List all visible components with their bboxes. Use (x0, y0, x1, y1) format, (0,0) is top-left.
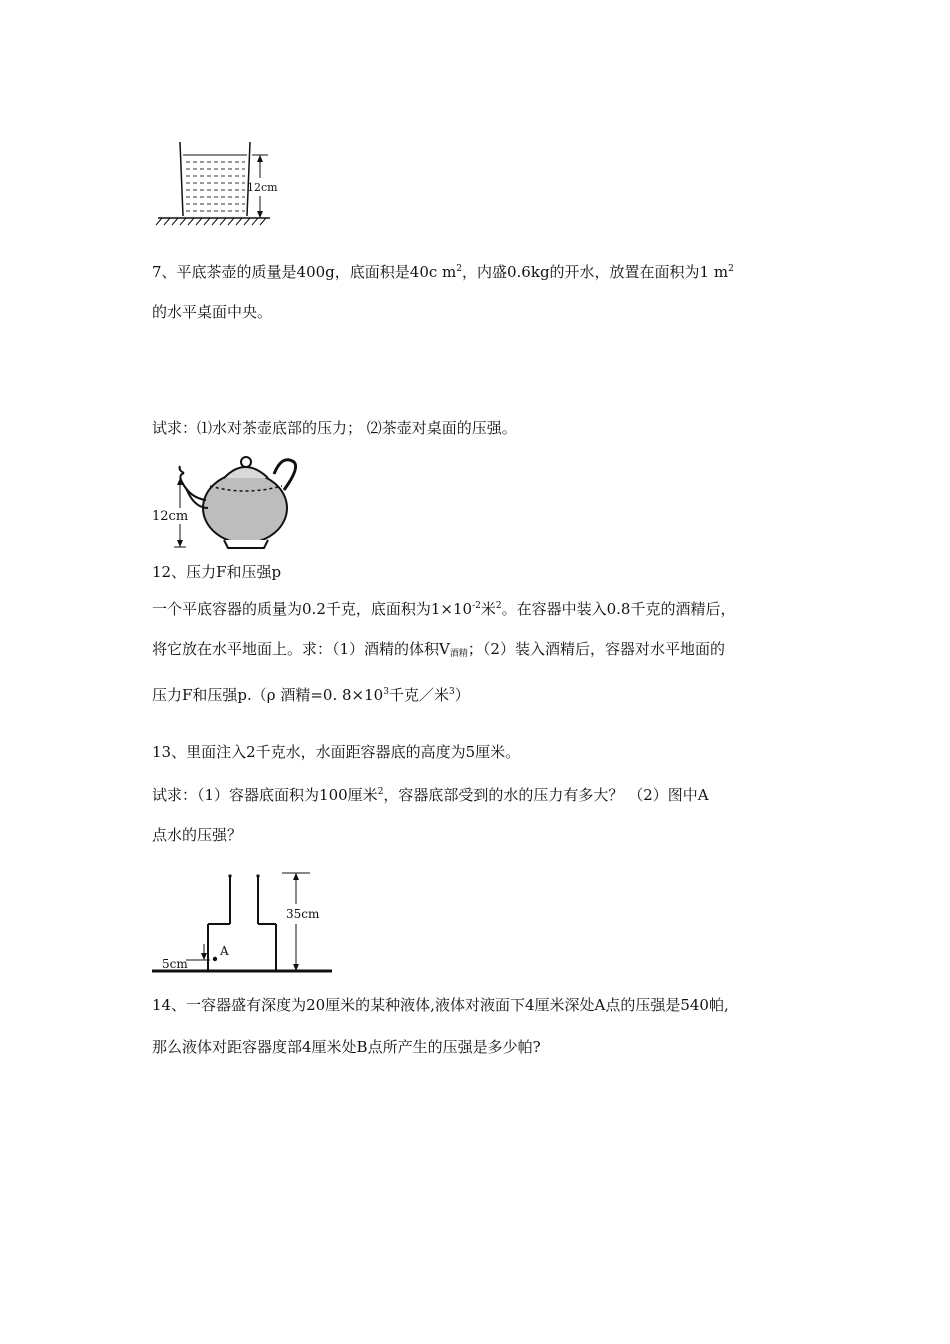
teapot-height-label: 12cm (152, 509, 189, 524)
vessel-figure (150, 868, 340, 980)
q13-line2: 试求：（1）容器底面积为100厘米$^2$，容器底部受到的水的压力有多大？ （2）图中A (152, 786, 709, 804)
q13-line3: 点水的压强？ (152, 826, 243, 844)
q12-line1: 一个平底容器的质量为0.2千克，底面积为$1\times 10^{-2}$米$^2$。在容器中装入0.8千克的酒精后， (152, 600, 736, 618)
q7-line1: 7、平底茶壶的质量是400g，底面积是40c $m^2$，内盛0.6kg的开水，放置在面积为1 $m^2$ (152, 263, 734, 281)
vessel-depth-label: 5cm (162, 957, 188, 971)
beaker-height-label: 12cm (247, 181, 278, 194)
beaker-figure (150, 138, 280, 228)
q7-line2: 的水平桌面中央。 (152, 303, 273, 321)
teapot-figure (150, 448, 310, 556)
q12-line2: 将它放在水平地面上。求：（1）酒精的体积$V_{酒精}$；（2）装入酒精后，容器对水平地面的 (152, 640, 725, 659)
q13-line1: 13、里面注入2千克水，水面距容器底的高度为5厘米。 (152, 743, 521, 761)
q7-line3: 试求：⑴水对茶壶底部的压力； ⑵茶壶对桌面的压强。 (152, 419, 517, 437)
q12-title: 12、压力F和压强p (152, 563, 282, 581)
q14-line2: 那么液体对距容器度部4厘米处B点所产生的压强是多少帕? (152, 1038, 541, 1056)
q12-line3: 压力F和压强p.（ρ 酒精=0. $8\times 10^3$千克／米$^3$） (152, 686, 470, 704)
q14-line1: 14、一容器盛有深度为20厘米的某种液体,液体对液面下4厘米深处A点的压强是540帕, (152, 996, 729, 1014)
vessel-point-label: A (220, 944, 229, 958)
vessel-height-label: 35cm (286, 907, 320, 921)
